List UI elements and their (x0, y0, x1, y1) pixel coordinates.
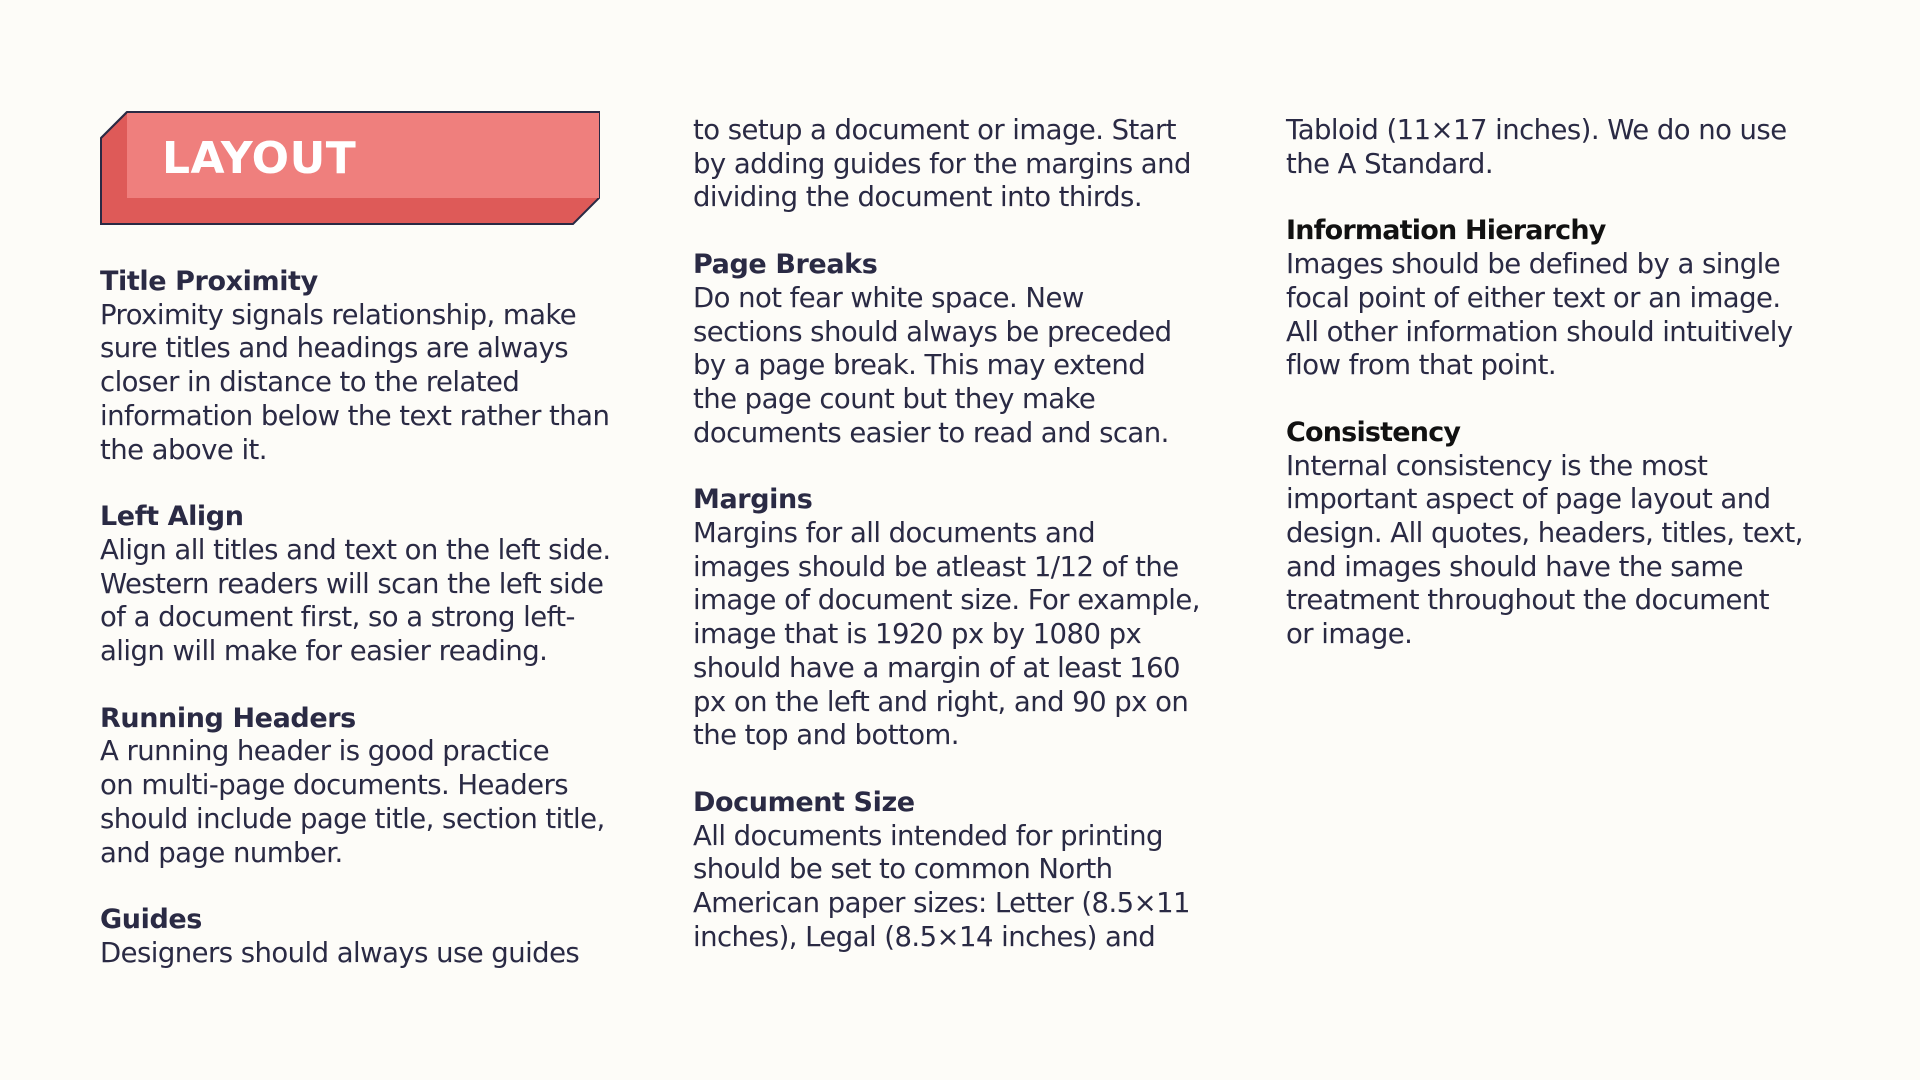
section-margins (693, 483, 1253, 753)
page-title: LAYOUT (162, 133, 357, 184)
layout-banner (100, 111, 600, 226)
section-body: Internal consistency is the most important aspect of page layout and design. All quotes, headers, titles, text, and images should have the same treatment throughout the document or image. (1286, 449, 1803, 651)
section-guides-continued (693, 114, 1253, 215)
section-heading: Document Size (693, 786, 915, 818)
section-body: Tabloid (11×17 inches). We do no use the A Standard. (1286, 114, 1787, 180)
section-information-hierarchy (1286, 214, 1846, 383)
section-heading: Information Hierarchy (1286, 215, 1606, 247)
column-2 (693, 114, 1253, 987)
section-body: to setup a document or image. Start by adding guides for the margins and dividing the document into thirds. (693, 114, 1191, 214)
section-body: Do not fear white space. New sections should always be preceded by a page break. This may extend the page count but they make documents easier to read and scan. (693, 281, 1172, 449)
section-running-headers (100, 702, 660, 871)
column-3 (1286, 114, 1846, 685)
section-body: Designers should always use guides (100, 936, 580, 969)
column-1 (100, 265, 660, 1004)
section-body: A running header is good practice on multi-page documents. Headers should include page title, section title, and page number. (100, 735, 605, 869)
section-document-size (693, 786, 1253, 955)
section-body: Align all titles and text on the left side. Western readers will scan the left side of a document first, so a strong left- align will make for easier reading. (100, 533, 611, 668)
section-consistency (1286, 416, 1846, 652)
section-heading: Left Align (100, 501, 244, 533)
section-heading: Running Headers (100, 702, 356, 734)
section-heading: Guides (100, 904, 202, 936)
section-body: Margins for all documents and images should be atleast 1/12 of the image of document size. For example, image that is 1920 px by 1080 px should have a margin of at least 160 px on the left and right, and 90 px on the top and bottom. (693, 517, 1200, 752)
section-body: Proximity signals relationship, make sure titles and headings are always closer in distance to the related information below the text rather than the above it. (100, 298, 610, 466)
section-guides (100, 903, 660, 970)
section-left-align (100, 500, 660, 669)
section-body: All documents intended for printing should be set to common North American paper sizes: Letter (8.5×11 inches), Legal (8.5×14 inches) and (693, 819, 1190, 953)
section-heading: Page Breaks (693, 249, 878, 281)
section-heading: Title Proximity (100, 266, 318, 297)
section-body: Images should be defined by a single focal point of either text or an image. All other information should intuitively flow from that point. (1286, 248, 1793, 382)
section-title-proximity (100, 265, 660, 467)
section-page-breaks (693, 248, 1253, 450)
section-heading: Consistency (1286, 416, 1461, 448)
section-document-size-continued (1286, 114, 1846, 181)
section-heading: Margins (693, 484, 813, 516)
